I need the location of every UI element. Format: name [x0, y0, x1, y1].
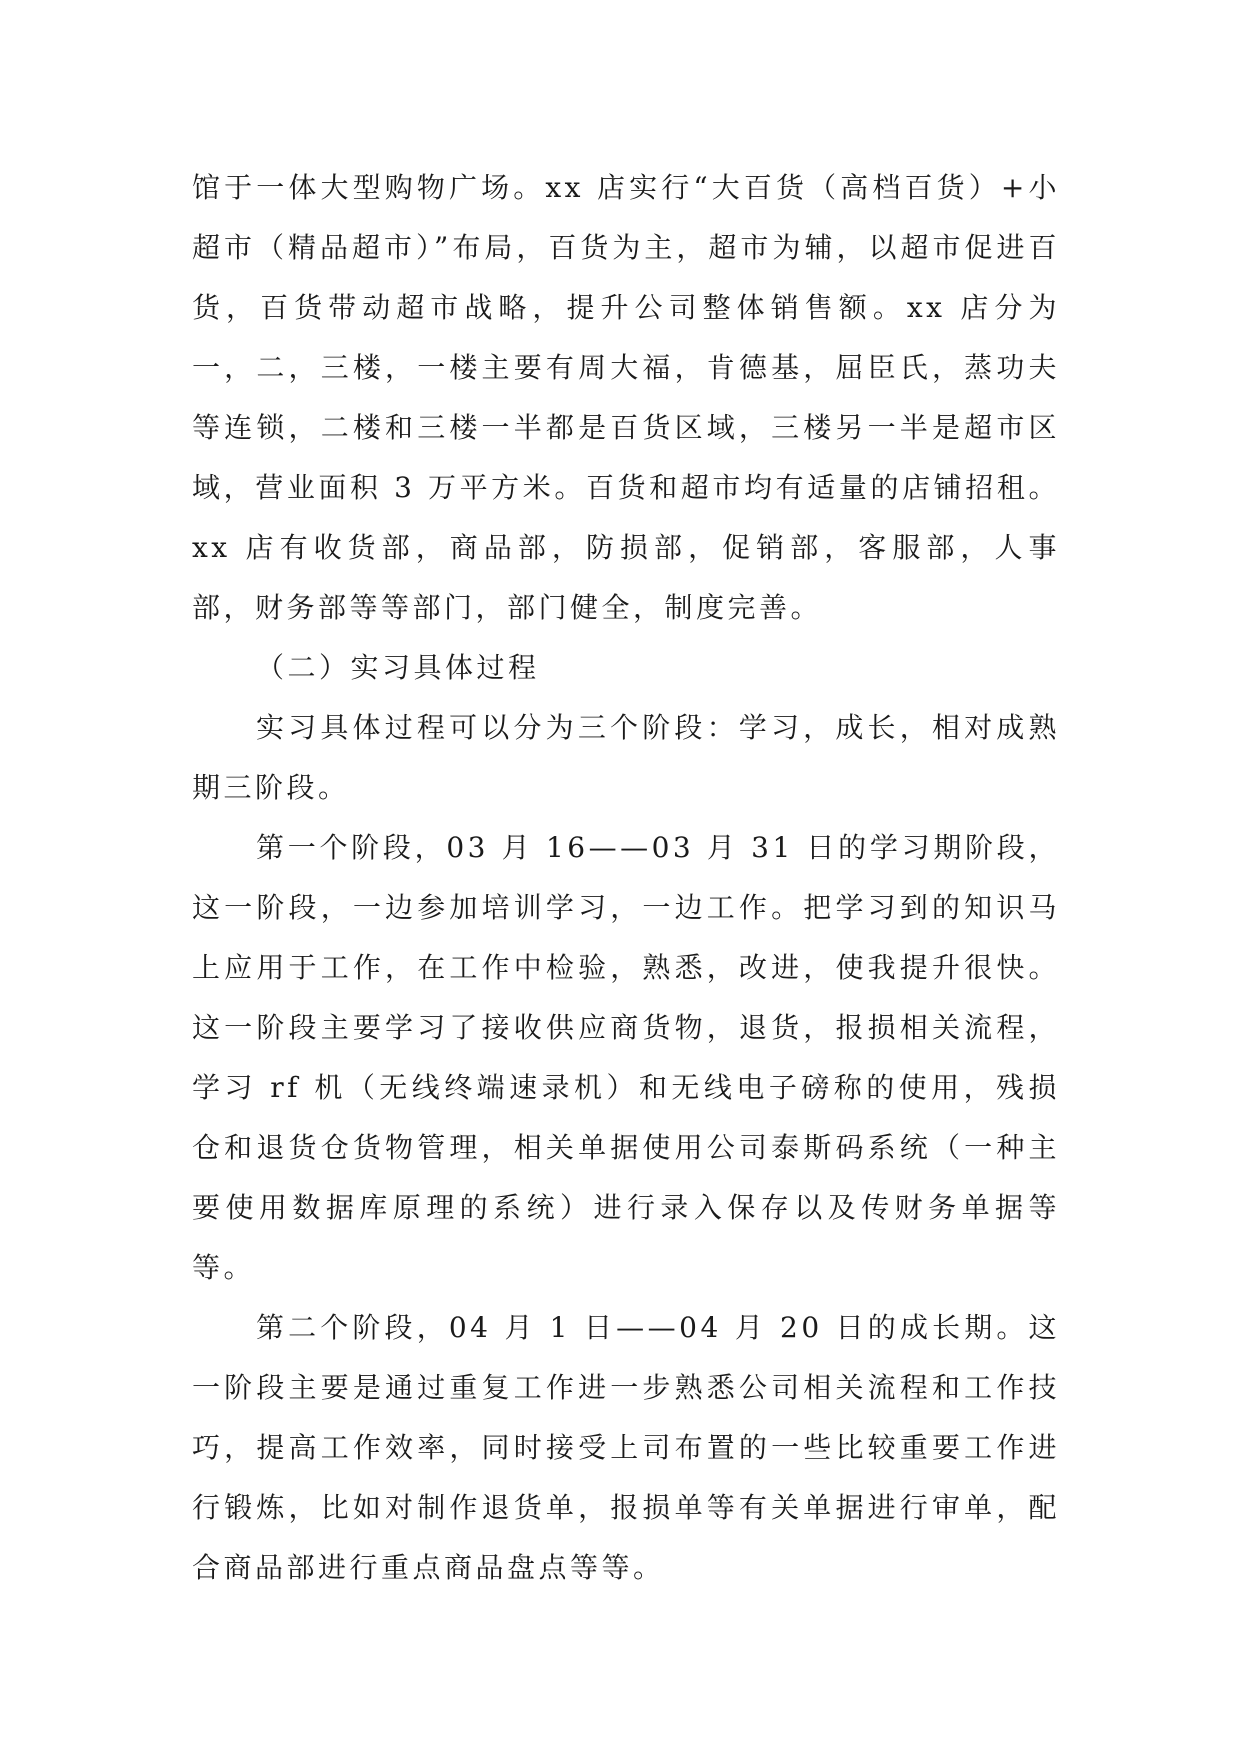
paragraph-process-stages: 实习具体过程可以分为三个阶段：学习，成长，相对成熟期三阶段。	[192, 711, 1060, 804]
paragraph-store-overview: 馆于一体大型购物广场。xx 店实行“大百货（高档百货）+小超市（精品超市）”布局，百货为主，超市为辅，以超市促进百货，百货带动超市战略，提升公司整体销售额。xx 店分为一，二，三楼，一楼主要有周大福，肯德基，屈臣氏，蒸功夫等连锁，二楼和三楼一半都是百货区域，三楼另一半是超市区域，营业面积 3 万平方米。百货和超市均有适量的店铺招租。xx 店有收货部，商品部，防损部，促销部，客服部，人事部，财务部等等部门，部门健全，制度完善。	[192, 171, 1060, 624]
paragraph-stage-one: 第一个阶段，03 月 16——03 月 31 日的学习期阶段，这一阶段，一边参加培训学习，一边工作。把学习到的知识马上应用于工作，在工作中检验，熟悉，改进，使我提升很快。这一阶段主要学习了接收供应商货物，退货，报损相关流程，学习 rf 机（无线终端速录机）和无线电子磅称的使用，残损仓和退货仓货物管理，相关单据使用公司泰斯码系统（一种主要使用数据库原理的系统）进行录入保存以及传财务单据等等。	[192, 831, 1060, 1284]
paragraph-stage-two: 第二个阶段，04 月 1 日——04 月 20 日的成长期。这一阶段主要是通过重复工作进一步熟悉公司相关流程和工作技巧，提高工作效率，同时接受上司布置的一些比较重要工作进行锻炼，比如对制作退货单，报损单等有关单据进行审单，配合商品部进行重点商品盘点等等。	[192, 1311, 1060, 1584]
document-body	[192, 158, 1060, 1598]
section-heading-internship-process: （二）实习具体过程	[256, 651, 540, 684]
